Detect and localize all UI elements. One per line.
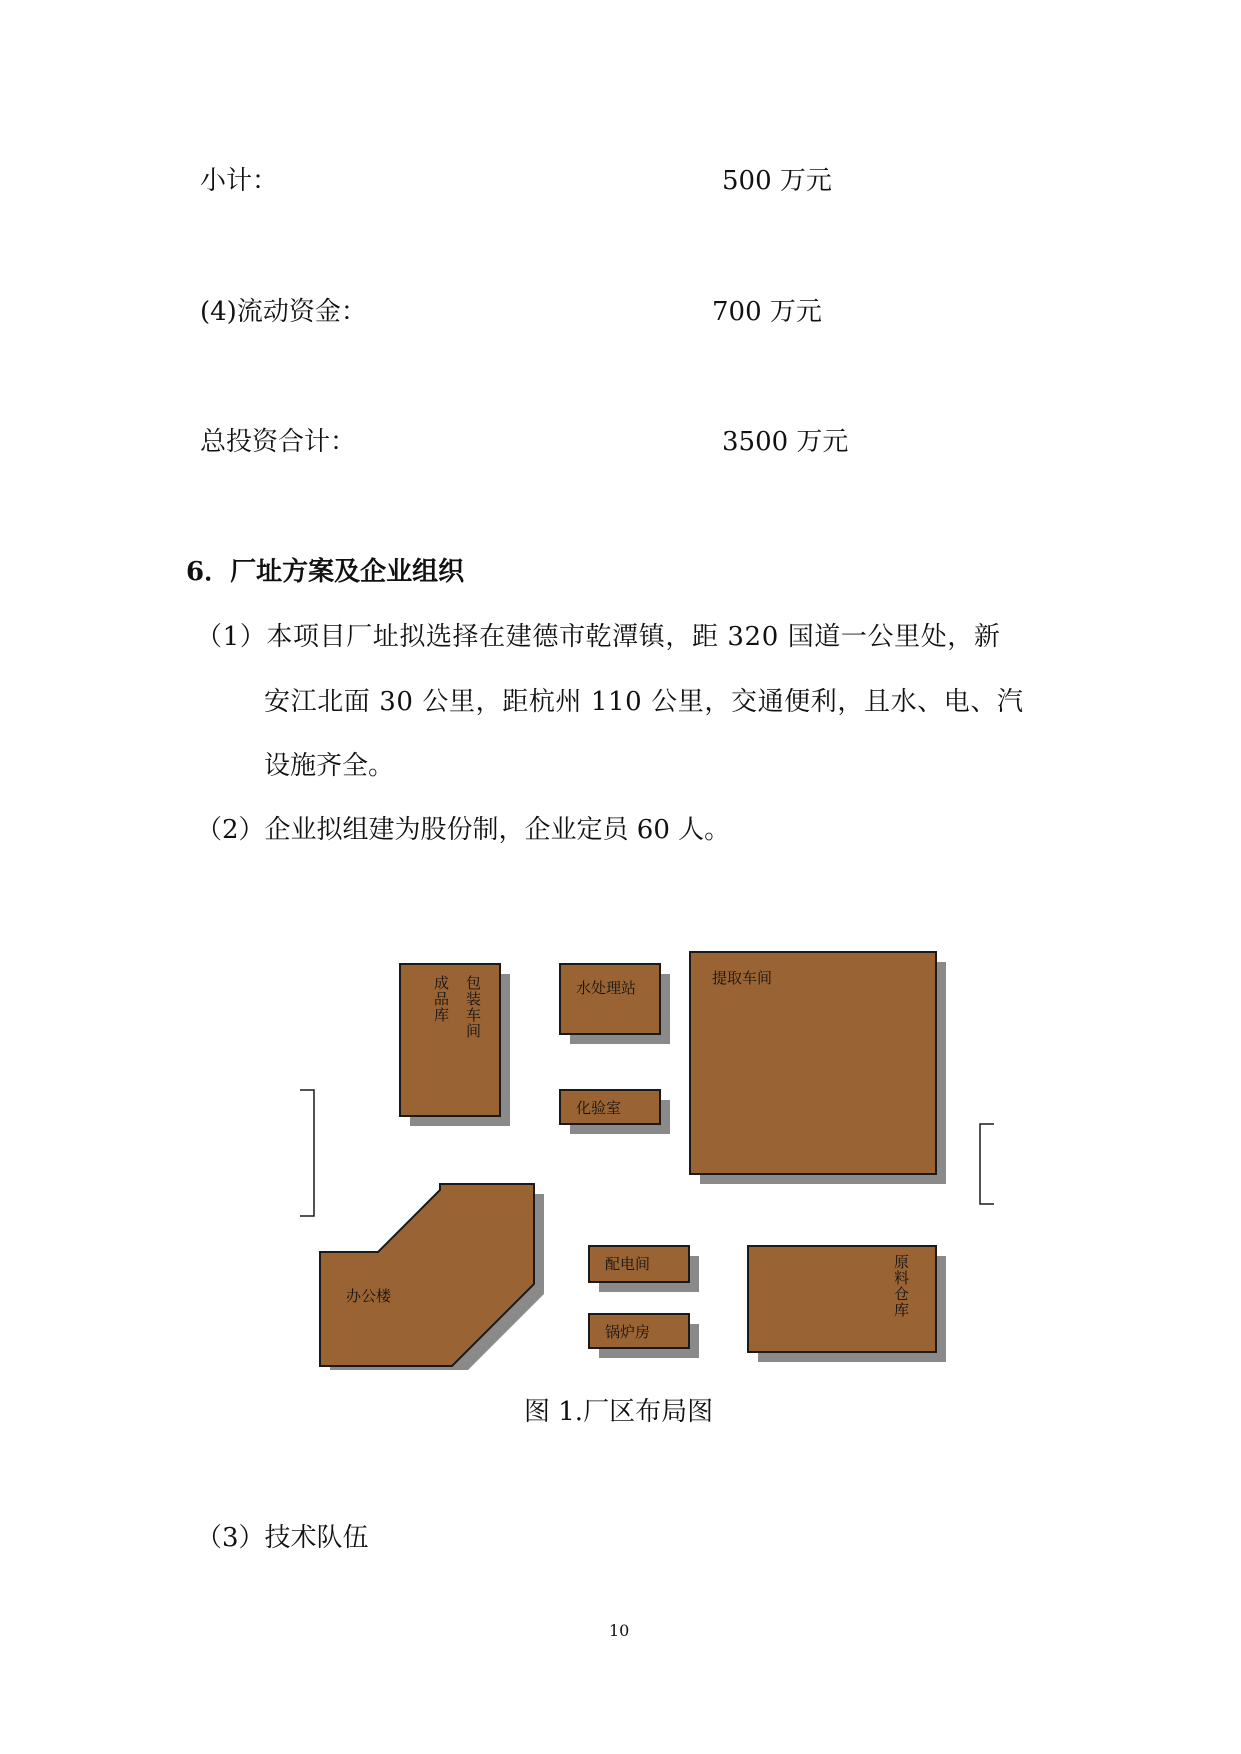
finished-goods-store-label: 成 品 库 <box>434 974 450 1024</box>
packaging-workshop-label: 包 装 车 间 <box>466 974 482 1040</box>
total-investment-label: 总投资合计： <box>200 427 357 457</box>
plant-layout-diagram <box>290 940 1010 1370</box>
section-heading: 6．厂址方案及企业组织 <box>186 557 465 587</box>
water-treatment-label: 水处理站 <box>576 979 637 997</box>
office-building <box>320 1184 544 1370</box>
working-capital-value: 700 万元 <box>712 297 822 327</box>
item-1-line-3: 设施齐全。 <box>264 751 395 781</box>
total-investment-value: 3500 万元 <box>722 427 849 457</box>
item-1-line-1: （1）本项目厂址拟选择在建德市乾潭镇，距 320 国道一公里处，新 <box>196 622 1001 652</box>
right-bracket <box>980 1124 994 1204</box>
power-room-building <box>589 1246 699 1292</box>
lab-label: 化验室 <box>576 1099 622 1117</box>
subtotal-value: 500 万元 <box>722 166 832 196</box>
raw-material-warehouse-building <box>748 1246 946 1362</box>
working-capital-label: (4)流动资金： <box>200 297 367 327</box>
extraction-workshop-label: 提取车间 <box>712 969 773 987</box>
item-3: （3）技术队伍 <box>196 1523 369 1553</box>
office-label: 办公楼 <box>346 1287 392 1305</box>
item-1-line-2: 安江北面 30 公里，距杭州 110 公里，交通便利，且水、电、汽 <box>264 687 1024 717</box>
item-2: （2）企业拟组建为股份制，企业定员 60 人。 <box>196 815 731 845</box>
lab-building <box>560 1090 670 1134</box>
left-bracket <box>300 1090 314 1216</box>
power-room-label: 配电间 <box>605 1255 651 1273</box>
raw-material-warehouse-label: 原 料 仓 库 <box>894 1253 910 1319</box>
extraction-workshop-building <box>690 952 946 1184</box>
figure-caption: 图 1.厂区布局图 <box>524 1397 714 1427</box>
water-treatment-building <box>560 964 670 1044</box>
boiler-room-building <box>589 1314 699 1358</box>
packaging-finished-goods-building <box>400 964 510 1126</box>
subtotal-label: 小计： <box>200 166 279 196</box>
page-number: 10 <box>609 1621 630 1640</box>
boiler-room-label: 锅炉房 <box>605 1323 651 1341</box>
